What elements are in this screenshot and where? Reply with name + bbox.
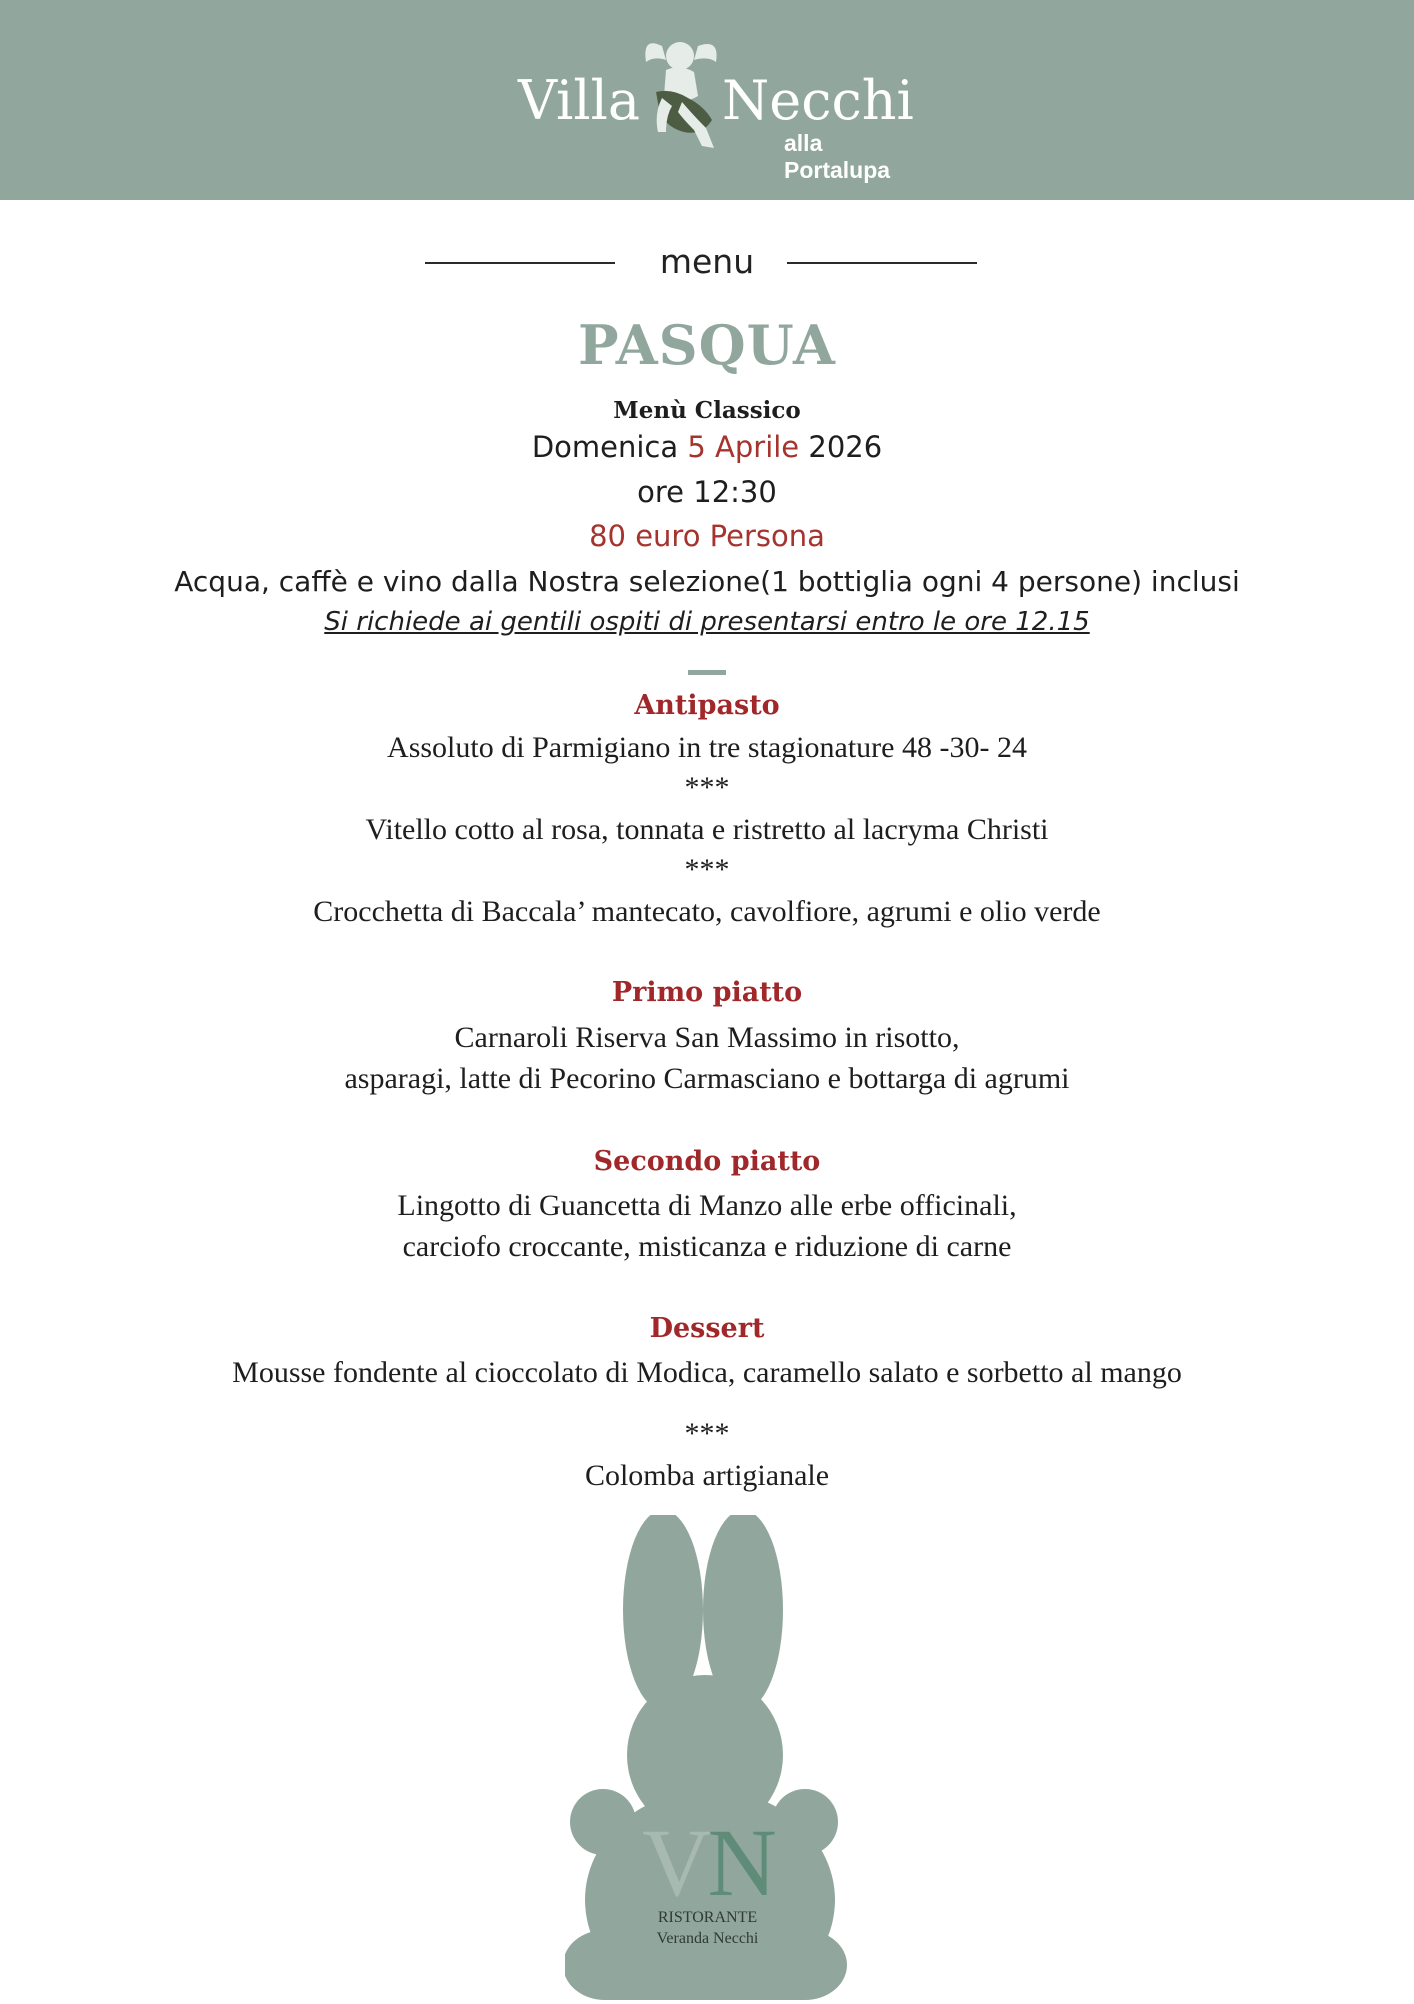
logo-word-necchi: Necchi bbox=[722, 69, 914, 132]
date-day: Domenica bbox=[531, 430, 679, 464]
dish-item: Assoluto di Parmigiano in tre stagionature 48 -30- 24 bbox=[387, 731, 1027, 764]
event-price: 80 euro Persona bbox=[589, 519, 825, 553]
included-items: Acqua, caffè e vino dalla Nostra selezione(1 bottiglia ogni 4 persone) inclusi bbox=[174, 565, 1240, 598]
course-title-primo: Primo piatto bbox=[611, 977, 803, 1008]
arrival-note: Si richiede ai gentili ospiti di presentarsi entro le ore 12.15 bbox=[324, 607, 1090, 637]
dish-line: Lingotto di Guancetta di Manzo alle erbe officinali, bbox=[397, 1189, 1017, 1222]
monogram-v: V bbox=[642, 1809, 708, 1916]
logo-word-villa: Villa bbox=[518, 69, 641, 132]
restaurant-label: RISTORANTE bbox=[657, 1909, 758, 1926]
monogram-n: N bbox=[707, 1809, 773, 1916]
menu-subtitle: Menù Classico bbox=[613, 397, 801, 424]
restaurant-name: Veranda Necchi bbox=[656, 1930, 759, 1947]
course-title-antipasto: Antipasto bbox=[634, 690, 780, 721]
dish-separator: *** bbox=[684, 1417, 730, 1450]
footer-bunny-logo bbox=[565, 1515, 850, 2000]
course-title-secondo: Secondo piatto bbox=[593, 1146, 821, 1177]
vn-monogram bbox=[565, 1809, 850, 1916]
menu-heading bbox=[0, 240, 1414, 284]
date-year: 2026 bbox=[808, 430, 883, 464]
event-time: ore 12:30 bbox=[637, 475, 777, 509]
event-date bbox=[0, 427, 1414, 467]
date-highlight: 5 Aprile bbox=[687, 430, 800, 464]
dish-item: Colomba artigianale bbox=[584, 1459, 830, 1492]
header-banner bbox=[0, 0, 1414, 200]
dish-line: asparagi, latte di Pecorino Carmasciano e bottarga di agrumi bbox=[344, 1062, 1070, 1095]
dish-line: carciofo croccante, misticanza e riduzione di carne bbox=[402, 1230, 1012, 1263]
menu-label: menu bbox=[659, 242, 755, 281]
divider-line bbox=[787, 262, 977, 264]
logo-subtitle: alla Portalupa bbox=[784, 130, 891, 183]
course-title-dessert: Dessert bbox=[649, 1313, 765, 1344]
dish-separator: *** bbox=[684, 771, 730, 804]
dish-item: Crocchetta di Baccala’ mantecato, cavolfiore, agrumi e olio verde bbox=[313, 895, 1101, 928]
section-divider bbox=[688, 670, 726, 675]
dish-item: Mousse fondente al cioccolato di Modica, caramello salato e sorbetto al mango bbox=[232, 1356, 1182, 1389]
villa-necchi-logo bbox=[512, 34, 914, 183]
dish-line: Carnaroli Riserva San Massimo in risotto, bbox=[454, 1021, 960, 1054]
cherub-figure-icon bbox=[632, 36, 732, 156]
dish-separator: *** bbox=[684, 853, 730, 886]
page-title: PASQUA bbox=[578, 313, 836, 377]
dish-item: Vitello cotto al rosa, tonnata e ristretto al lacryma Christi bbox=[365, 813, 1049, 846]
